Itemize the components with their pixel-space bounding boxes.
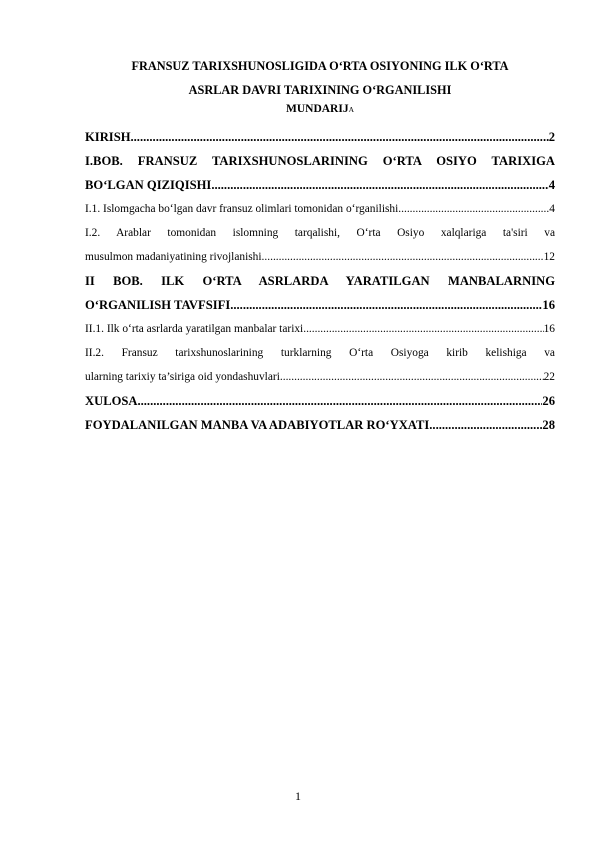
toc-entry-label: XULOSA	[85, 394, 138, 408]
toc-entry-section-2-1[interactable]	[85, 317, 555, 341]
toc-dot-leader	[429, 413, 542, 437]
toc-page-number: 4	[548, 178, 555, 192]
table-of-contents	[85, 125, 555, 437]
toc-page-number: 4	[549, 203, 555, 215]
toc-entry-label: KIRISH	[85, 130, 131, 144]
toc-heading	[85, 103, 555, 115]
toc-dot-leader	[303, 317, 543, 341]
document-title	[85, 54, 555, 102]
toc-page-number: 16	[542, 298, 555, 312]
toc-entry-section-2-2-line2[interactable]	[85, 365, 555, 389]
toc-page-number: 12	[543, 251, 555, 263]
toc-entry-label: II.1. Ilk o‘rta asrlarda yaratilgan manbalar tarixi	[85, 323, 304, 335]
toc-entry-label: O‘RGANILISH TAVFSIFI	[85, 298, 231, 312]
toc-dot-leader	[211, 173, 548, 197]
toc-entry-bob2-line1[interactable]: II BOB. ILK O‘RTA ASRLARDA YARATILGAN MANBALARNING	[85, 274, 555, 288]
toc-page-number: 26	[542, 394, 555, 408]
toc-dot-leader	[131, 125, 549, 149]
toc-entry-label: FOYDALANILGAN MANBA VA ADABIYOTLAR RO‘YXATI	[85, 418, 430, 432]
toc-entry-label: musulmon madaniyatining rivojlanishi	[85, 251, 262, 263]
toc-entry-kirish[interactable]	[85, 125, 555, 149]
toc-page-number: 22	[543, 371, 555, 383]
toc-entry-xulosa[interactable]	[85, 389, 555, 413]
toc-dot-leader	[137, 389, 542, 413]
toc-entry-bob2-line2[interactable]	[85, 293, 555, 317]
toc-heading-main: MUNDARIJ	[285, 103, 349, 115]
toc-entry-label: I.1. Islomgacha bo‘lgan davr fransuz olimlari tomonidan o‘rganilishi	[85, 203, 399, 215]
toc-page-number: 16	[543, 323, 555, 335]
toc-entry-section-2-2-line1[interactable]: II.2. Fransuz tarixshunoslarining turklarning O‘rta Osiyoga kirib kelishiga va	[85, 347, 555, 359]
toc-entry-label: ularning tarixiy ta’siriga oid yondashuvlari	[85, 371, 280, 383]
toc-dot-leader	[230, 293, 542, 317]
toc-entry-label: BO‘LGAN QIZIQISHI	[85, 178, 212, 192]
title-line-2: ASRLAR DAVRI TARIXINING O‘RGANILISHI	[188, 83, 452, 97]
toc-entry-section-1-2-line1[interactable]: I.2. Arablar tomonidan islomning tarqalishi, O‘rta Osiyo xalqlariga ta'siri va	[85, 227, 555, 239]
toc-heading-tail: A	[348, 105, 355, 114]
title-line-1: FRANSUZ TARIXSHUNOSLIGIDA O‘RTA OSIYONING ILK O‘RTA	[131, 59, 509, 73]
toc-entry-section-1-2-line2[interactable]	[85, 245, 555, 269]
toc-entry-section-1-1[interactable]	[85, 197, 555, 221]
toc-page-number: 28	[542, 418, 555, 432]
toc-dot-leader	[280, 365, 544, 389]
toc-dot-leader	[398, 197, 549, 221]
toc-entry-bob1-line1[interactable]: I.BOB. FRANSUZ TARIXSHUNOSLARINING O‘RTA OSIYO TARIXIGA	[85, 154, 555, 168]
toc-entry-foydalanilgan[interactable]	[85, 413, 555, 437]
page-number: 1	[295, 789, 301, 803]
toc-page-number: 2	[548, 130, 555, 144]
toc-dot-leader	[262, 245, 544, 269]
toc-entry-bob1-line2[interactable]	[85, 173, 555, 197]
